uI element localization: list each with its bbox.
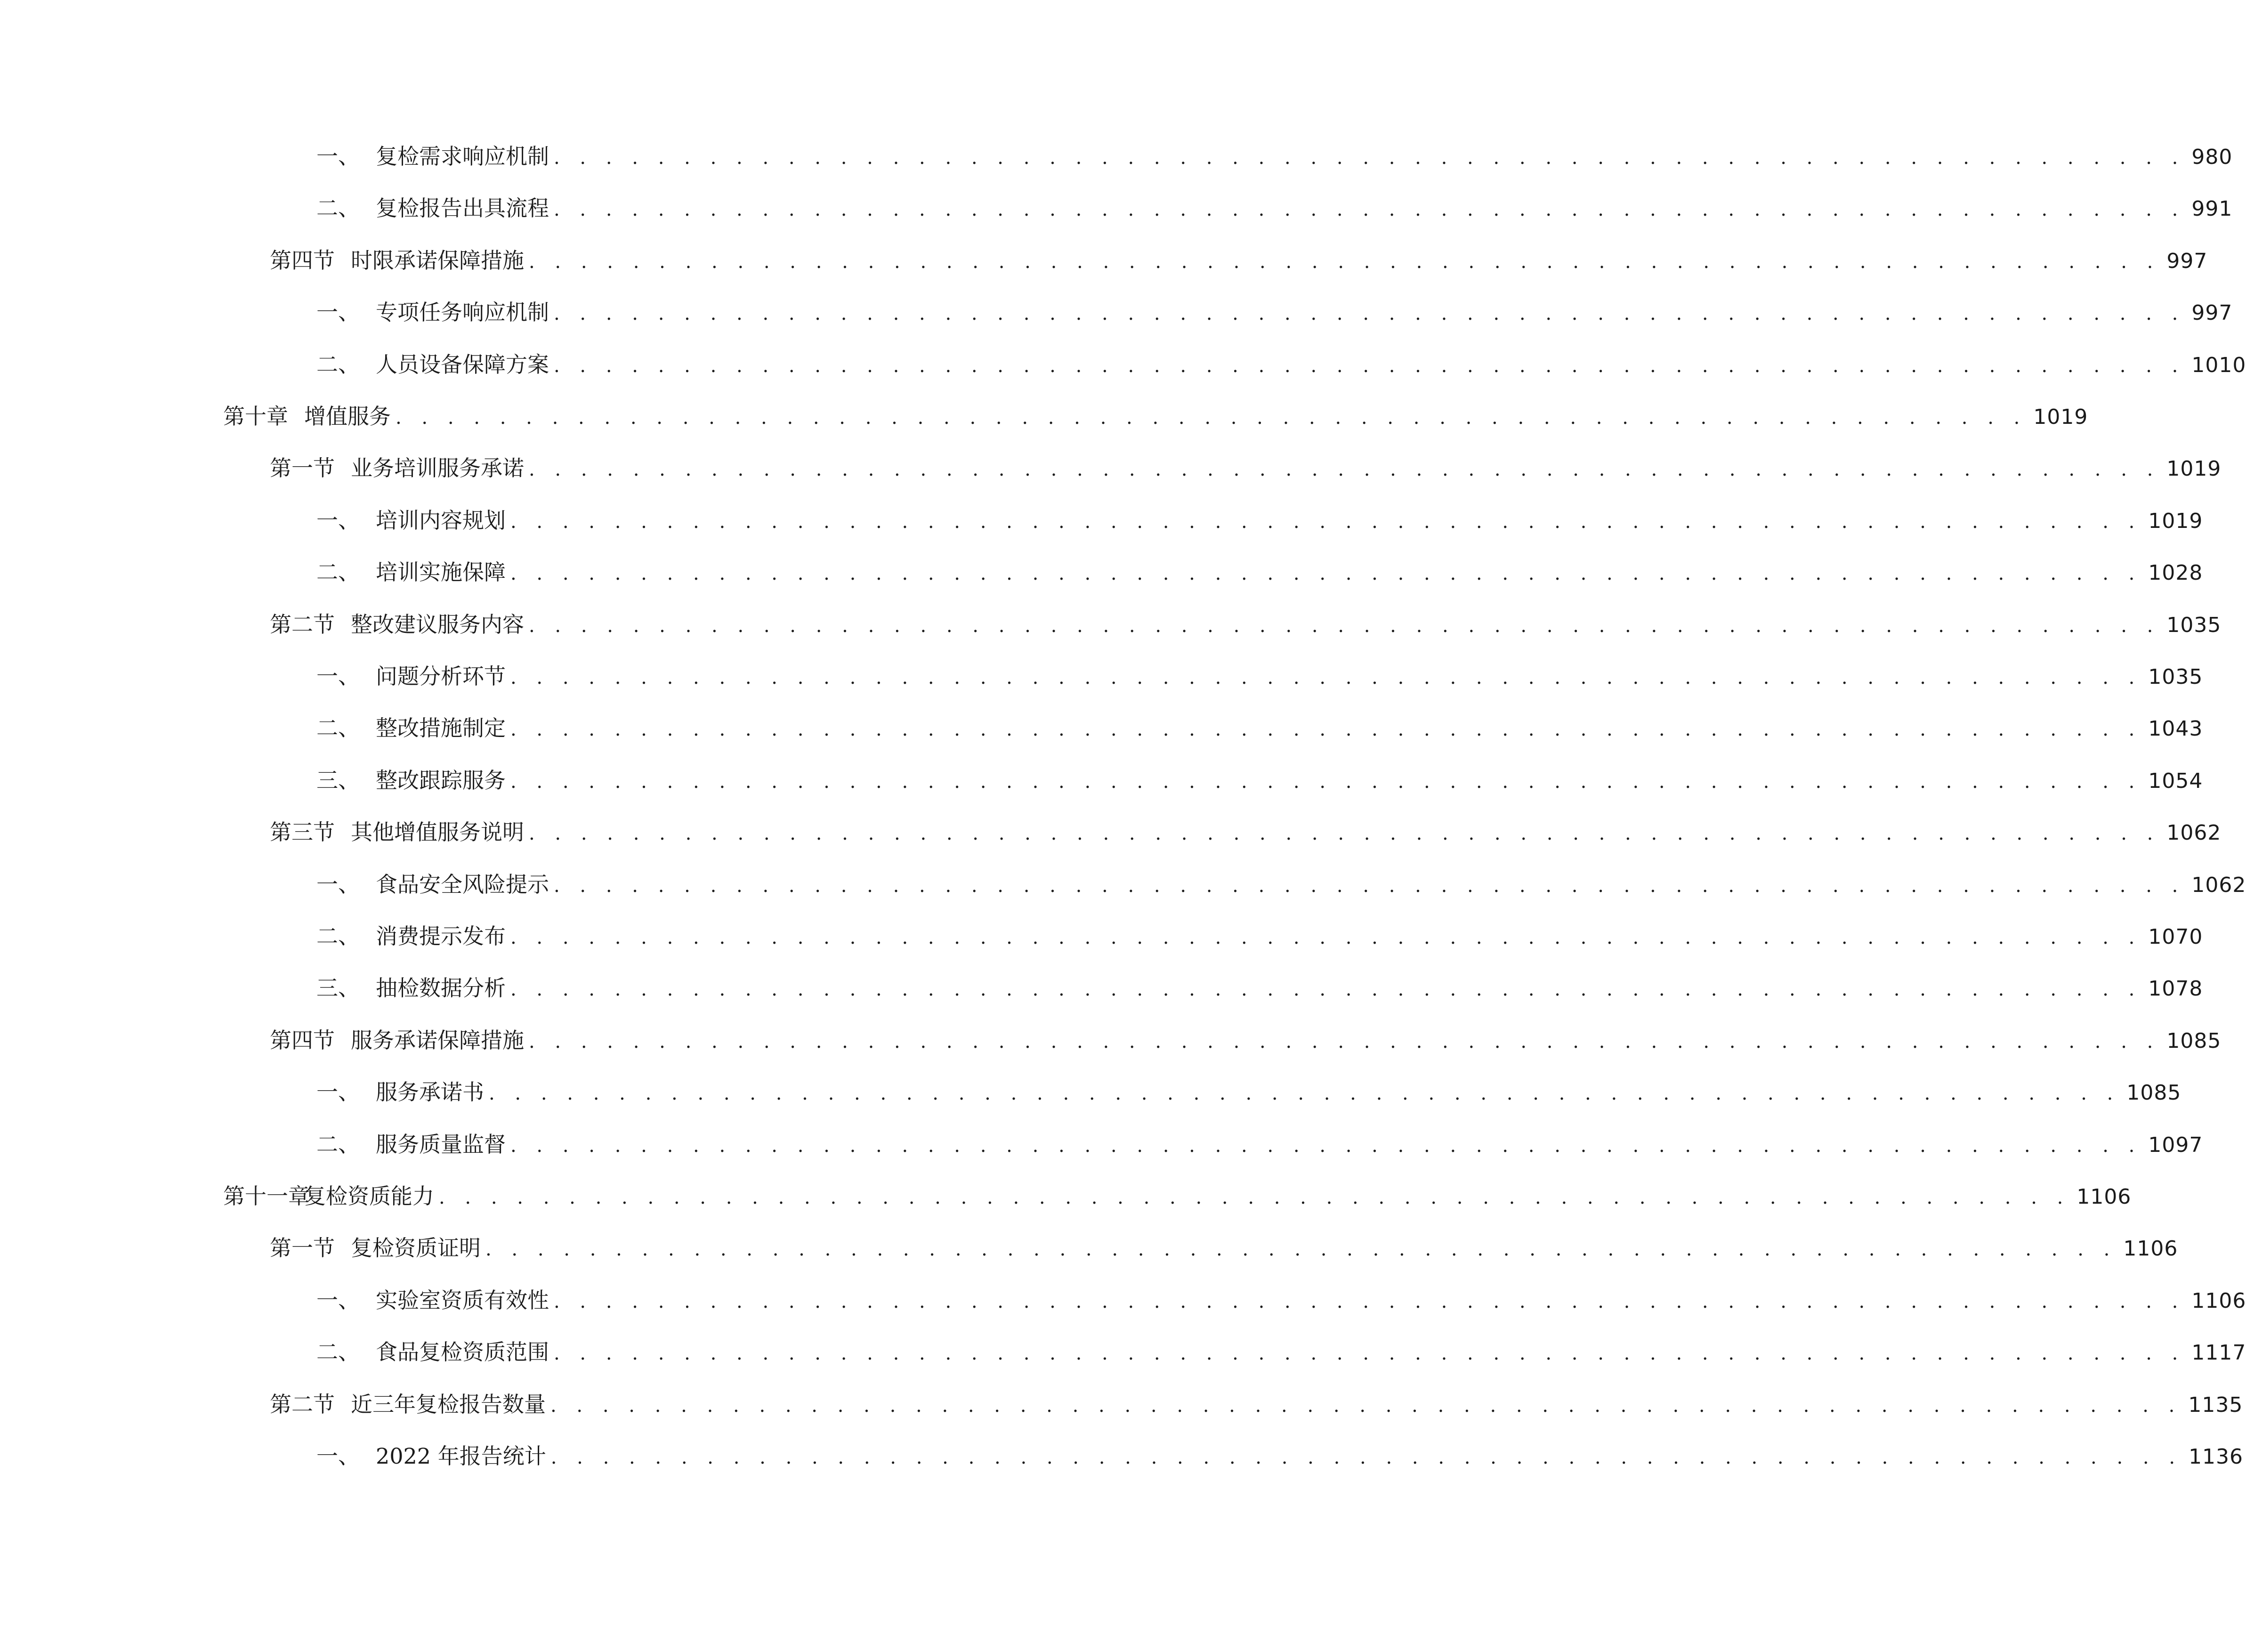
- toc-entry-title: 食品安全风险提示: [376, 872, 549, 897]
- toc-entry[interactable]: [316, 1440, 2244, 1473]
- toc-dot-leader: . . . . . . . . . . . . . . . . . . . . . . . . . . . . . . . . . . . . . . . . . . . . . . . . . . . . . . . . . . . . . . .: [510, 719, 2142, 740]
- toc-entry[interactable]: [316, 192, 2233, 225]
- toc-entry-number: 第二节: [270, 612, 335, 637]
- toc-dot-leader: . . . . . . . . . . . . . . . . . . . . . . . . . . . . . . . . . . . . . . . . . . . . . . . . . . . . . . . . . . . . . . .: [439, 1187, 2070, 1208]
- toc-dot-leader: . . . . . . . . . . . . . . . . . . . . . . . . . . . . . . . . . . . . . . . . . . . . . . . . . . . . . . . . . . . . . . .: [489, 1083, 2120, 1104]
- toc-entry[interactable]: [316, 764, 2203, 797]
- toc-dot-leader: . . . . . . . . . . . . . . . . . . . . . . . . . . . . . . . . . . . . . . . . . . . . . . . . . . . . . . . . . . . . . . .: [510, 563, 2142, 584]
- toc-entry-number: 第三节: [270, 819, 335, 845]
- toc-dot-leader: . . . . . . . . . . . . . . . . . . . . . . . . . . . . . . . . . . . . . . . . . . . . . . . . . . . . . . . . . . . . . . .: [510, 1135, 2142, 1157]
- toc-entry-title: 整改建议服务内容: [351, 612, 524, 637]
- toc-entry-number: 一、: [316, 664, 360, 689]
- toc-entry-title: 培训实施保障: [376, 559, 506, 585]
- toc-entry-number: 一、: [316, 1288, 360, 1313]
- toc-entry[interactable]: [270, 1024, 2222, 1057]
- toc-entry-title: 2022 年报告统计: [376, 1443, 546, 1469]
- toc-dot-leader: . . . . . . . . . . . . . . . . . . . . . . . . . . . . . . . . . . . . . . . . . . . . . . . . . . . . . . . . . . . . . . .: [554, 875, 2185, 897]
- toc-entry[interactable]: [316, 1336, 2246, 1369]
- toc-dot-leader: . . . . . . . . . . . . . . . . . . . . . . . . . . . . . . . . . . . . . . . . . . . . . . . . . . . . . . . . . . . . . . .: [510, 511, 2142, 533]
- toc-dot-leader: . . . . . . . . . . . . . . . . . . . . . . . . . . . . . . . . . . . . . . . . . . . . . . . . . . . . . . . . . . . . . . .: [510, 771, 2142, 793]
- toc-dot-leader: . . . . . . . . . . . . . . . . . . . . . . . . . . . . . . . . . . . . . . . . . . . . . . . . . . . . . . . . . . . . . . .: [554, 1343, 2185, 1364]
- toc-entry-page-number: 997: [2166, 249, 2208, 273]
- toc-entry-page-number: 1106: [2123, 1237, 2178, 1261]
- toc-dot-leader: . . . . . . . . . . . . . . . . . . . . . . . . . . . . . . . . . . . . . . . . . . . . . . . . . . . . . . . . . . . . . . .: [554, 355, 2185, 377]
- toc-entry-page-number: 1106: [2191, 1289, 2246, 1313]
- toc-entry-page-number: 1085: [2166, 1029, 2222, 1053]
- toc-entry-page-number: 1035: [2148, 665, 2203, 689]
- toc-entry-title: 问题分析环节: [376, 664, 506, 689]
- toc-entry[interactable]: [316, 712, 2203, 745]
- toc-dot-leader: . . . . . . . . . . . . . . . . . . . . . . . . . . . . . . . . . . . . . . . . . . . . . . . . . . . . . . . . . . . . . . .: [554, 1291, 2185, 1312]
- toc-entry-number: 第一节: [270, 1235, 335, 1261]
- toc-entry-page-number: 1085: [2126, 1081, 2181, 1105]
- toc-entry-number: 三、: [316, 975, 360, 1001]
- toc-entry-number: 二、: [316, 195, 360, 221]
- toc-entry-number: 一、: [316, 1079, 360, 1105]
- toc-entry-number: 二、: [316, 1132, 360, 1157]
- toc-entry[interactable]: [316, 504, 2203, 537]
- toc-dot-leader: . . . . . . . . . . . . . . . . . . . . . . . . . . . . . . . . . . . . . . . . . . . . . . . . . . . . . . . . . . . . . . .: [510, 927, 2142, 948]
- toc-entry-page-number: 1054: [2148, 769, 2203, 793]
- toc-entry-title: 服务承诺书: [376, 1079, 484, 1105]
- toc-entry[interactable]: [316, 348, 2246, 381]
- toc-entry[interactable]: [316, 1076, 2181, 1109]
- toc-entry[interactable]: [316, 920, 2203, 953]
- toc-entry[interactable]: [316, 1284, 2246, 1317]
- toc-entry-page-number: 980: [2191, 145, 2233, 169]
- toc-entry-page-number: 997: [2191, 301, 2233, 325]
- toc-dot-leader: . . . . . . . . . . . . . . . . . . . . . . . . . . . . . . . . . . . . . . . . . . . . . . . . . . . . . . . . . . . . . . .: [554, 199, 2185, 220]
- toc-entry-page-number: 1078: [2148, 977, 2203, 1001]
- toc-entry-title: 增值服务: [304, 404, 391, 429]
- toc-dot-leader: . . . . . . . . . . . . . . . . . . . . . . . . . . . . . . . . . . . . . . . . . . . . . . . . . . . . . . . . . . . . . . .: [529, 823, 2160, 844]
- toc-entry-page-number: 991: [2191, 197, 2233, 221]
- toc-entry[interactable]: [270, 1231, 2178, 1264]
- toc-entry-title: 食品复检资质范围: [376, 1339, 549, 1365]
- toc-entry[interactable]: [316, 660, 2203, 693]
- toc-entry-number: 二、: [316, 352, 360, 377]
- toc-entry-title: 复检资质证明: [351, 1235, 481, 1261]
- toc-entry-page-number: 1035: [2166, 613, 2222, 637]
- toc-entry-number: 第四节: [270, 1028, 335, 1053]
- toc-entry-page-number: 1028: [2148, 561, 2203, 585]
- toc-entry-page-number: 1062: [2166, 821, 2222, 845]
- toc-entry-number: 第十一章: [223, 1183, 310, 1209]
- toc-dot-leader: . . . . . . . . . . . . . . . . . . . . . . . . . . . . . . . . . . . . . . . . . . . . . . . . . . . . . . . . . . . . . . .: [550, 1447, 2182, 1468]
- toc-entry[interactable]: [270, 816, 2222, 849]
- toc-entry-title: 整改跟踪服务: [376, 768, 506, 793]
- toc-entry-title: 复检资质能力: [304, 1183, 434, 1209]
- toc-entry-number: 二、: [316, 559, 360, 585]
- toc-dot-leader: . . . . . . . . . . . . . . . . . . . . . . . . . . . . . . . . . . . . . . . . . . . . . . . . . . . . . . . . . . . . . . .: [396, 407, 2027, 429]
- toc-entry[interactable]: [270, 244, 2208, 277]
- toc-entry[interactable]: [270, 452, 2222, 485]
- toc-entry[interactable]: [316, 1128, 2203, 1161]
- toc-dot-leader: . . . . . . . . . . . . . . . . . . . . . . . . . . . . . . . . . . . . . . . . . . . . . . . . . . . . . . . . . . . . . . .: [529, 251, 2160, 273]
- toc-entry-page-number: 1117: [2191, 1341, 2246, 1365]
- toc-entry[interactable]: [223, 400, 2088, 433]
- toc-dot-leader: . . . . . . . . . . . . . . . . . . . . . . . . . . . . . . . . . . . . . . . . . . . . . . . . . . . . . . . . . . . . . . .: [529, 615, 2160, 637]
- toc-entry-page-number: 1010: [2191, 353, 2246, 377]
- toc-dot-leader: . . . . . . . . . . . . . . . . . . . . . . . . . . . . . . . . . . . . . . . . . . . . . . . . . . . . . . . . . . . . . . .: [510, 979, 2142, 1000]
- toc-entry[interactable]: [316, 972, 2203, 1004]
- toc-entry[interactable]: [316, 868, 2246, 901]
- toc-entry[interactable]: [223, 1180, 2132, 1213]
- toc-entry-page-number: 1019: [2033, 405, 2088, 429]
- toc-entry-title: 服务质量监督: [376, 1132, 506, 1157]
- toc-dot-leader: . . . . . . . . . . . . . . . . . . . . . . . . . . . . . . . . . . . . . . . . . . . . . . . . . . . . . . . . . . . . . . .: [554, 303, 2185, 324]
- toc-entry-number: 二、: [316, 1339, 360, 1365]
- toc-entry-title: 人员设备保障方案: [376, 352, 549, 377]
- toc-entry-title: 专项任务响应机制: [376, 300, 549, 325]
- toc-entry-title: 整改措施制定: [376, 715, 506, 741]
- toc-entry-title: 实验室资质有效性: [376, 1288, 549, 1313]
- toc-entry-number: 一、: [316, 508, 360, 533]
- toc-entry-number: 第四节: [270, 248, 335, 273]
- toc-entry-title: 服务承诺保障措施: [351, 1028, 524, 1053]
- toc-entry-number: 第二节: [270, 1392, 335, 1417]
- toc-entry-title: 业务培训服务承诺: [351, 455, 524, 481]
- toc-dot-leader: . . . . . . . . . . . . . . . . . . . . . . . . . . . . . . . . . . . . . . . . . . . . . . . . . . . . . . . . . . . . . . .: [550, 1395, 2182, 1417]
- toc-entry-number: 第十章: [223, 404, 288, 429]
- toc-entry-page-number: 1097: [2148, 1133, 2203, 1157]
- toc-entry-page-number: 1062: [2191, 873, 2246, 897]
- toc-dot-leader: . . . . . . . . . . . . . . . . . . . . . . . . . . . . . . . . . . . . . . . . . . . . . . . . . . . . . . . . . . . . . . .: [485, 1239, 2117, 1260]
- toc-entry-number: 一、: [316, 144, 360, 169]
- toc-entry-number: 二、: [316, 715, 360, 741]
- toc-entry-title: 其他增值服务说明: [351, 819, 524, 845]
- toc-entry-page-number: 1043: [2148, 717, 2203, 741]
- toc-dot-leader: . . . . . . . . . . . . . . . . . . . . . . . . . . . . . . . . . . . . . . . . . . . . . . . . . . . . . . . . . . . . . . .: [529, 459, 2160, 480]
- toc-entry-title: 抽检数据分析: [376, 975, 506, 1001]
- toc-dot-leader: . . . . . . . . . . . . . . . . . . . . . . . . . . . . . . . . . . . . . . . . . . . . . . . . . . . . . . . . . . . . . . .: [529, 1031, 2160, 1053]
- toc-entry-title: 消费提示发布: [376, 923, 506, 949]
- toc-entry-page-number: 1019: [2148, 509, 2203, 533]
- toc-entry-page-number: 1019: [2166, 457, 2222, 481]
- toc-entry-title: 时限承诺保障措施: [351, 248, 524, 273]
- toc-dot-leader: . . . . . . . . . . . . . . . . . . . . . . . . . . . . . . . . . . . . . . . . . . . . . . . . . . . . . . . . . . . . . . .: [554, 147, 2185, 169]
- toc-entry-number: 三、: [316, 768, 360, 793]
- toc-entry-page-number: 1136: [2189, 1445, 2244, 1469]
- toc-entry[interactable]: [316, 556, 2203, 589]
- toc-entry-title: 培训内容规划: [376, 508, 506, 533]
- toc-entry-number: 一、: [316, 1443, 360, 1469]
- toc-dot-leader: . . . . . . . . . . . . . . . . . . . . . . . . . . . . . . . . . . . . . . . . . . . . . . . . . . . . . . . . . . . . . . .: [510, 667, 2142, 688]
- toc-entry-number: 一、: [316, 872, 360, 897]
- toc-entry-title: 复检需求响应机制: [376, 144, 549, 169]
- toc-entry[interactable]: [270, 1388, 2243, 1421]
- toc-entry-title: 复检报告出具流程: [376, 195, 549, 221]
- toc-entry-number: 第一节: [270, 455, 335, 481]
- toc-entry-page-number: 1070: [2148, 925, 2203, 949]
- toc-entry-number: 二、: [316, 923, 360, 949]
- toc-entry[interactable]: [316, 140, 2233, 173]
- toc-entry-number: 一、: [316, 300, 360, 325]
- toc-entry-page-number: 1135: [2188, 1393, 2243, 1417]
- toc-entry-title: 近三年复检报告数量: [351, 1392, 546, 1417]
- toc-entry-page-number: 1106: [2076, 1185, 2132, 1209]
- toc-entry[interactable]: [316, 296, 2233, 329]
- toc-entry[interactable]: [270, 608, 2222, 641]
